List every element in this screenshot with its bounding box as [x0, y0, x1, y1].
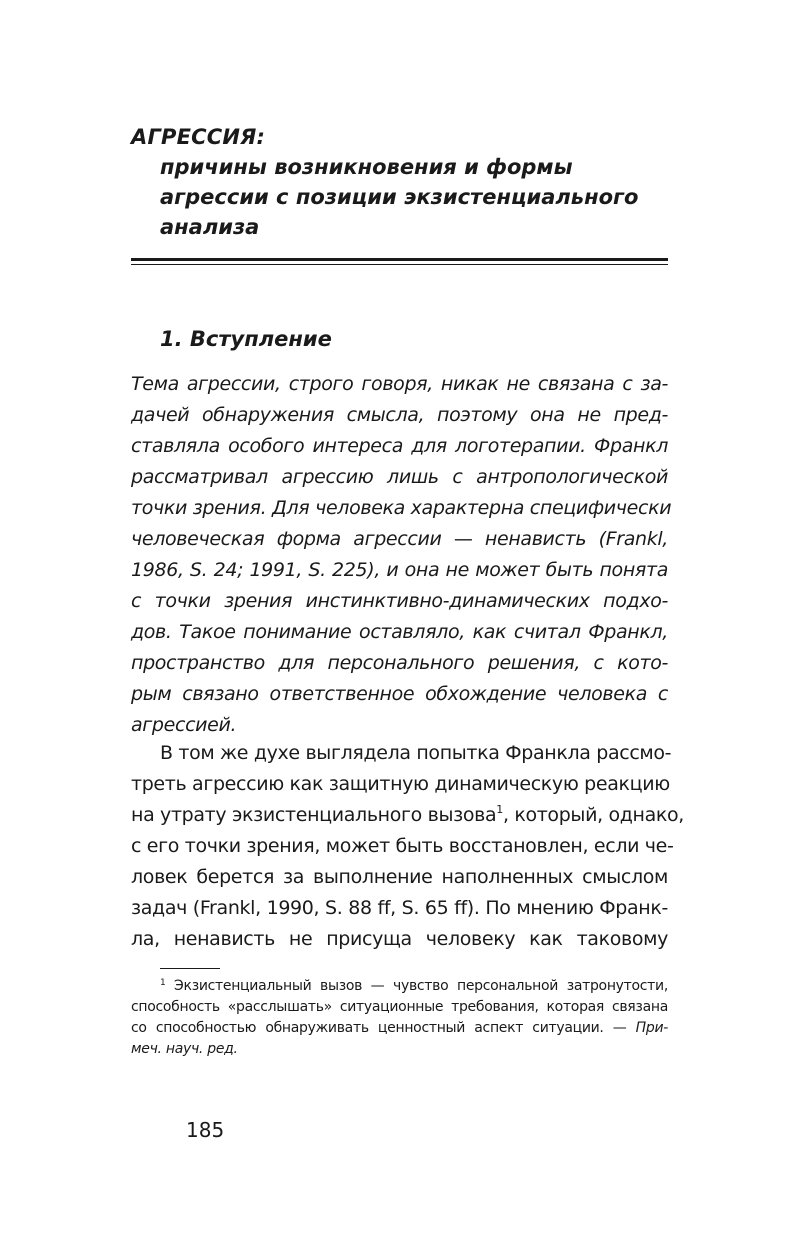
paragraph-intro — [131, 369, 672, 741]
paragraph-line: 1986, S. 24; 1991, S. 225), и она не может быть понята — [131, 559, 668, 581]
paragraph-line: человеческая форма агрессии — ненависть (Frankl, — [131, 528, 668, 550]
paragraph-line: треть агрессию как защитную динамическую реакцию — [131, 773, 670, 795]
paragraph-line: задач (Frankl, 1990, S. 88 ff, S. 65 ff). По мнению Франк- — [131, 897, 668, 919]
paragraph-line: с его точки зрения, может быть восстановлен, если че- — [131, 835, 674, 857]
section-heading: 1. Вступление — [160, 327, 332, 351]
text-segment: на утрату экзистенциального вызова — [131, 804, 497, 826]
text-segment: , который, однако, — [502, 804, 684, 826]
chapter-title-main: АГРЕССИЯ: — [131, 125, 266, 149]
title-divider-thin — [131, 264, 668, 265]
paragraph-line — [131, 800, 684, 831]
paragraph-line: агрессией. — [131, 714, 237, 736]
footnote-divider — [160, 968, 220, 969]
paragraph-line: точки зрения. Для человека характерна специфически — [131, 497, 672, 519]
footnote-number: 1 — [160, 978, 166, 988]
footnote-line — [131, 1018, 668, 1039]
title-divider-thick — [131, 258, 668, 261]
paragraph-line: В том же духе выглядела попытка Франкла рассмо- — [160, 742, 672, 764]
chapter-subtitle-line-1: причины возникновения и формы — [160, 155, 573, 179]
paragraph-line: рассматривал агрессию лишь с антропологической — [131, 466, 668, 488]
text-segment: Экзистенциальный вызов — чувство персональной затронутости, — [165, 978, 668, 994]
paragraph-line: ловек берется за выполнение наполненных смыслом — [131, 866, 668, 888]
paragraph-line: пространство для персонального решения, с кото- — [131, 652, 668, 674]
chapter-subtitle-line-2: агрессии с позиции экзистенциального — [160, 185, 639, 209]
footnote-line: способность «расслышать» ситуационные требования, которая связана — [131, 999, 668, 1015]
paragraph-line: дачей обнаружения смысла, поэтому она не пред- — [131, 404, 668, 426]
paragraph-main — [131, 738, 684, 955]
footnote — [131, 976, 668, 1060]
paragraph-line: дов. Такое понимание оставляло, как считал Франкл, — [131, 621, 668, 643]
footnote-marker[interactable]: 1 — [496, 803, 503, 816]
footnote-line: меч. науч. ред. — [131, 1041, 238, 1057]
text-segment: со способностью обнаруживать ценностный аспект ситуации. — — [131, 1020, 636, 1036]
text-segment: При- — [635, 1020, 668, 1036]
paragraph-line: ставляла особого интереса для логотерапии. Франкл — [131, 435, 668, 457]
chapter-title — [131, 122, 671, 242]
paragraph-line: ла, ненависть не присуща человеку как таковому — [131, 928, 668, 950]
paragraph-line: Тема агрессии, строго говоря, никак не связана с за- — [131, 373, 668, 395]
paragraph-line: рым связано ответственное обхождение человека с — [131, 683, 668, 705]
footnote-line — [131, 976, 668, 997]
page-number: 185 — [186, 1118, 225, 1142]
chapter-subtitle-line-3: анализа — [160, 215, 260, 239]
paragraph-line: с точки зрения инстинктивно-динамических подхо- — [131, 590, 668, 612]
